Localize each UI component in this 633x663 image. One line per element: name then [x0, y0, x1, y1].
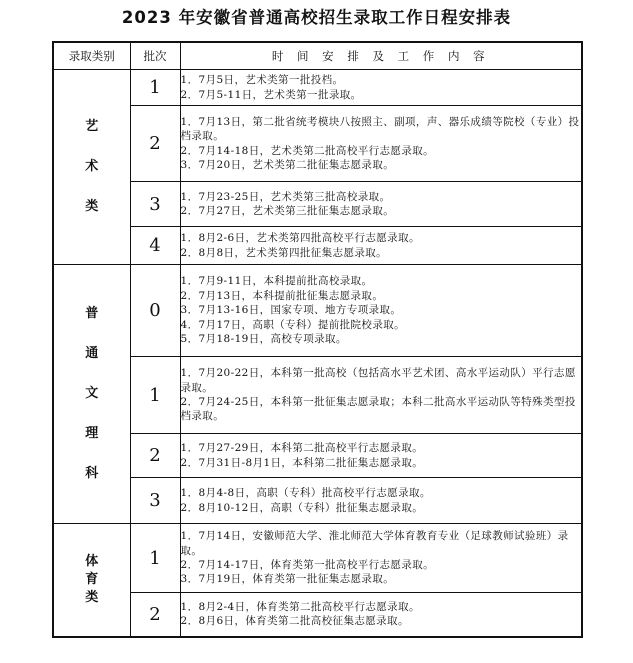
content-cell — [180, 434, 582, 478]
table-row — [53, 182, 582, 227]
table-row — [53, 227, 582, 265]
batch-cell: 2 — [130, 106, 180, 182]
table-row — [53, 434, 582, 478]
content-item: 2．8月10-12日，高职（专科）批征集志愿录取。 — [180, 501, 424, 514]
content-item: 2．7月5-11日，艺术类第一批录取。 — [180, 88, 362, 101]
content-item: 5．7月18-19日，高校专项录取。 — [180, 333, 347, 346]
page-title: 2023 年安徽省普通高校招生录取工作日程安排表 — [121, 8, 512, 27]
table-row — [53, 357, 582, 434]
header-content: 时 间 安 排 及 工 作 内 容 — [180, 42, 582, 70]
content-item: 2．8月8日，艺术类第四批征集志愿录取。 — [180, 246, 388, 259]
batch-cell: 0 — [130, 265, 180, 357]
content-item: 1．7月27-29日，本科第二批高校平行志愿录取。 — [180, 442, 424, 455]
header-batch: 批次 — [130, 42, 180, 70]
batch-cell: 3 — [130, 182, 180, 227]
table-row — [53, 106, 582, 182]
content-cell — [180, 478, 582, 524]
content-cell — [180, 265, 582, 357]
batch-cell: 4 — [130, 227, 180, 265]
content-item: 2．8月6日，体育类第二批高校征集志愿录取。 — [180, 615, 409, 628]
content-item: 2．7月14-18日，艺术类第二批高校平行志愿录取。 — [180, 144, 435, 157]
content-item: 1．7月9-11日，本科提前批高校录取。 — [180, 275, 373, 288]
category-cell-art — [53, 70, 130, 265]
category-label: 艺术类 — [85, 119, 99, 214]
batch-cell: 3 — [130, 478, 180, 524]
content-item: 3．7月19日，体育类第一批征集志愿录取。 — [180, 573, 395, 586]
content-cell — [180, 357, 582, 434]
content-cell — [180, 524, 582, 593]
content-item: 1．8月4-8日，高职（专科）批高校平行志愿录取。 — [180, 487, 431, 500]
category-cell-sports — [53, 524, 130, 637]
table-row — [53, 478, 582, 524]
content-item: 1．8月2-4日，体育类第二批高校平行志愿录取。 — [180, 600, 420, 613]
header-category: 录取类别 — [53, 42, 130, 70]
content-item: 2．7月14-17日，体育类第一批高校平行志愿录取。 — [180, 559, 435, 571]
content-cell — [180, 106, 582, 182]
batch-cell: 2 — [130, 593, 180, 637]
batch-cell: 1 — [130, 357, 180, 434]
content-item: 1．7月5日，艺术类第一批投档。 — [180, 74, 344, 87]
table-row — [53, 70, 582, 106]
table-row — [53, 593, 582, 637]
content-cell — [180, 182, 582, 227]
batch-cell: 2 — [130, 434, 180, 478]
batch-cell: 1 — [130, 524, 180, 593]
table-row — [53, 265, 582, 357]
content-item: 3．7月13-16日，国家专项、地方专项录取。 — [180, 304, 402, 317]
content-item: 4．7月17日，高职（专科）提前批院校录取。 — [180, 318, 406, 331]
batch-cell: 1 — [130, 70, 180, 106]
content-item: 1．7月23-25日，艺术类第三批高校录取。 — [180, 190, 391, 203]
content-item: 1．7月13日，第二批省统考模块八按照主、副项，声、器乐成绩等院校（专业）投档录取。 — [180, 115, 580, 143]
category-label: 体育类 — [85, 553, 99, 605]
content-item: 3．7月20日，艺术类第二批征集志愿录取。 — [180, 158, 395, 171]
content-cell — [180, 70, 582, 106]
content-item: 2．7月31日-8月1日，本科第二批征集志愿录取。 — [180, 456, 424, 469]
table-row — [53, 524, 582, 593]
content-item: 1．8月2-6日，艺术类第四批高校平行志愿录取。 — [180, 232, 420, 245]
content-item: 1．7月20-22日，本科第一批高校（包括高水平艺术团、高水平运动队）平行志愿录取。 — [180, 367, 576, 394]
category-cell-general — [53, 265, 130, 524]
content-item: 2．7月24-25日，本科第一批征集志愿录取；本科二批高水平运动队等特殊类型投档录取。 — [180, 396, 576, 423]
content-cell — [180, 593, 582, 637]
content-item: 1．7月14日，安徽师范大学、淮北师范大学体育教育专业（足球教师试验班）录取。 — [180, 530, 569, 557]
content-cell — [180, 227, 582, 265]
content-item: 2．7月27日，艺术类第三批征集志愿录取。 — [180, 205, 395, 217]
content-item: 2．7月13日，本科提前批征集志愿录取。 — [180, 289, 384, 302]
header-row — [53, 42, 582, 70]
category-label: 普通文理科 — [85, 306, 99, 481]
schedule-table — [52, 41, 583, 638]
